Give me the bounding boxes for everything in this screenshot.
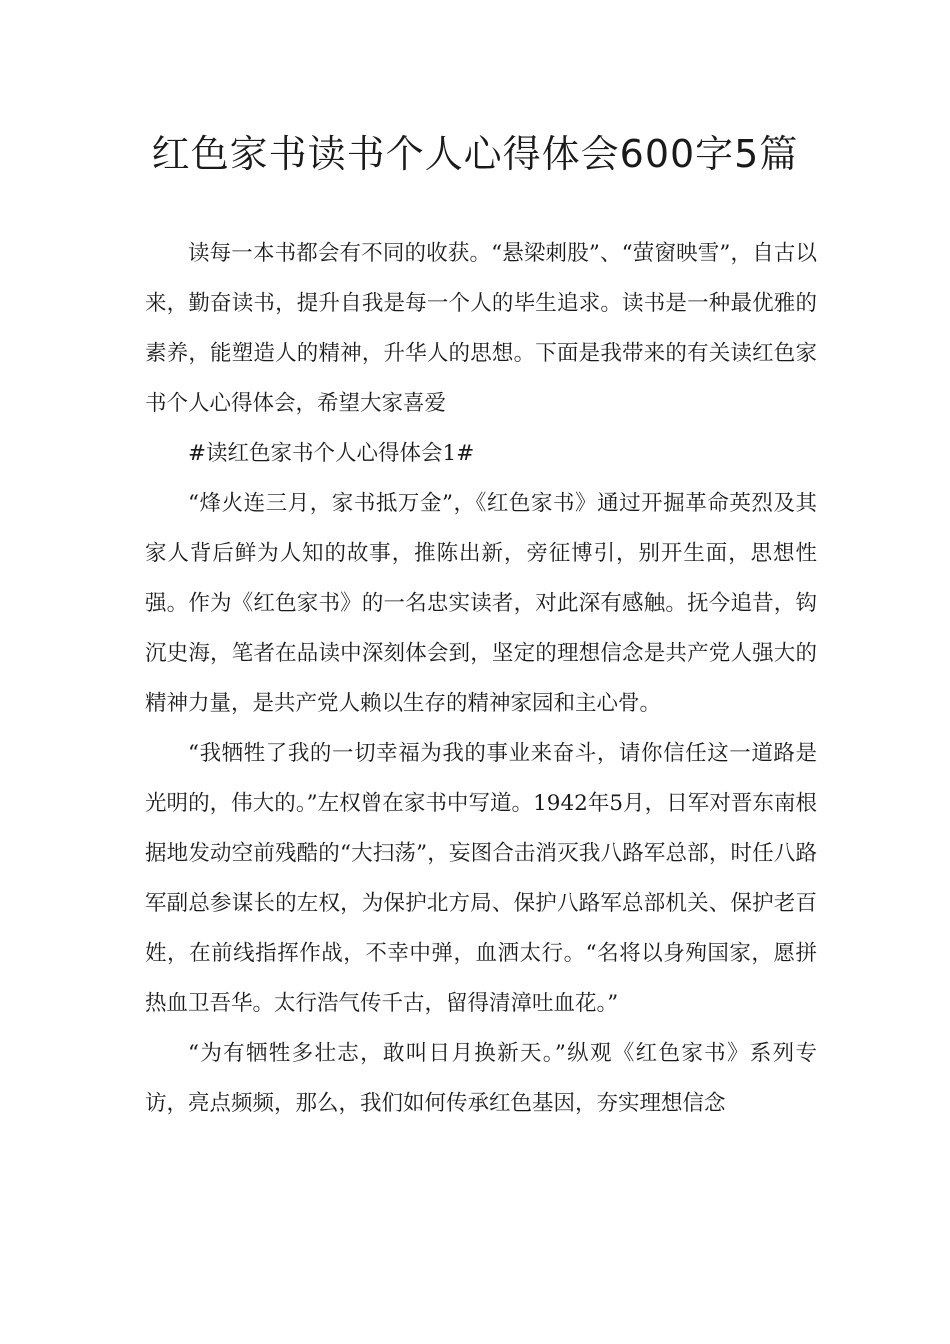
paragraph-3: “为有牺牲多壮志，敢叫日月换新天。”纵观《红色家书》系列专访，亮点频频，那么，我们如何传承红色基因，夯实理想信念 <box>145 1041 817 1116</box>
document-body <box>145 229 817 1129</box>
section-heading: #读红色家书个人心得体会1# <box>188 441 475 466</box>
paragraph-1: “烽火连三月，家书抵万金”，《红色家书》通过开掘革命英烈及其家人背后鲜为人知的故事，推陈出新，旁征博引，别开生面，思想性强。作为《红色家书》的一名忠实读者，对此深有感触。抚今追昔，钩沉史海，笔者在品读中深刻体会到，坚定的理想信念是共产党人强大的精神力量，是共产党人赖以生存的精神家园和主心骨。 <box>145 491 817 716</box>
page-title: 红色家书读书个人心得体会600字5篇 <box>151 132 799 176</box>
paragraph-intro: 读每一本书都会有不同的收获。“悬梁刺股”、“萤窗映雪”，自古以来，勤奋读书，提升自我是每一个人的毕生追求。读书是一种最优雅的素养，能塑造人的精神，升华人的思想。下面是我带来的有关读红色家书个人心得体会，希望大家喜爱 <box>145 241 817 416</box>
paragraph-2: “我牺牲了我的一切幸福为我的事业来奋斗，请你信任这一道路是光明的，伟大的。”左权曾在家书中写道。1942年5月，日军对晋东南根据地发动空前残酷的“大扫荡”，妄图合击消灭我八路军总部，时任八路军副总参谋长的左权，为保护北方局、保护八路军总部机关、保护老百姓，在前线指挥作战，不幸中弹，血洒太行。“名将以身殉国家，愿拼热血卫吾华。太行浩气传千古，留得清漳吐血花。” <box>145 741 817 1016</box>
